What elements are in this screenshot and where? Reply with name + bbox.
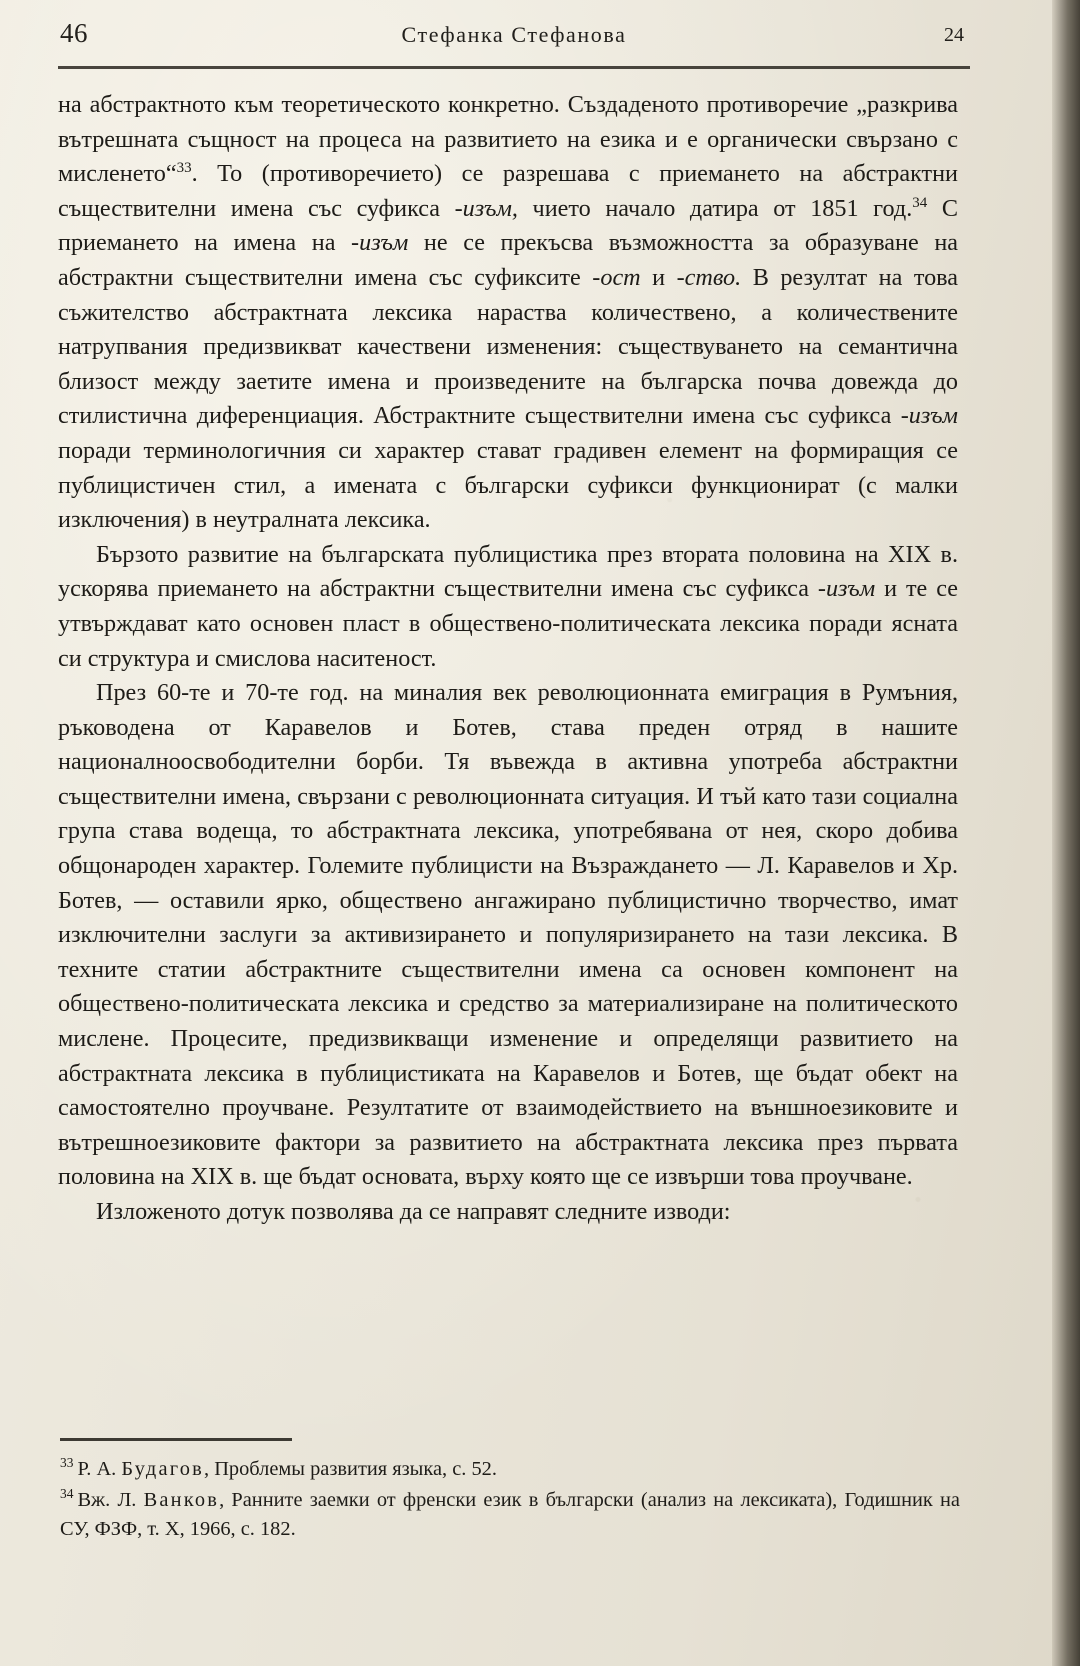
page-header <box>58 18 970 74</box>
footnote-rule <box>60 1438 292 1441</box>
paragraph <box>58 676 958 1195</box>
text-run: С приемането на имена на <box>58 194 958 257</box>
footnote <box>60 1486 960 1544</box>
text-run: , Ранните заемки от френски език в български (анализ на лексиката), Годишник на СУ, ФЗФ, т. X, 1966, с. 182. <box>60 1489 960 1540</box>
paragraph <box>58 1195 958 1230</box>
author-name: Ванков <box>143 1489 220 1511</box>
page-content <box>58 0 970 1666</box>
italic-term: -изъм <box>900 402 958 430</box>
text-run: Бързото развитие на българската публицистика през втората половина на XIX в. ускорява приемането на абстрактни съществителни имена със суфикса <box>58 540 958 603</box>
text-run: и <box>640 263 677 291</box>
text-run: и те се утвърждават като основен пласт в обществено-политическата лексика поради ясната си структура и смислова наситеност. <box>58 575 958 672</box>
folio-right: 24 <box>944 24 964 46</box>
italic-term: -ство. <box>676 263 742 291</box>
text-run: на абстрактното към теоретическото конкретно. Създаденото противоречие „разкрива вътрешната същност на процеса на развитието на езика и е органически свързано с мисленето“ <box>58 91 958 188</box>
text-run: В резултат на това съжителство абстрактната лексика нараства количествено, а количествените натрупвания предизвикват качествени изменения: съществуването на семантична близост между заетите имена и произведените на българска почва довежда до стилистична диференциация. Абстрактните съществителни имена със суфикса <box>58 263 959 430</box>
author-name: Будагов <box>121 1458 204 1480</box>
text-run: Изложеното дотук позволява да се направят следните изводи: <box>96 1198 731 1225</box>
text-run: Вж. Л. <box>77 1489 144 1511</box>
text-run: Р. А. <box>77 1458 122 1480</box>
italic-term: -изъм, <box>454 194 518 222</box>
paragraph <box>58 88 958 538</box>
paragraph <box>58 538 958 676</box>
footnote-reference: 34 <box>912 194 928 211</box>
italic-term: -ост <box>592 263 641 291</box>
text-run: През 60-те и 70-те год. на миналия век революционната емиграция в Румъния, ръководена от Каравелов и Ботев, става преден отряд в нашите националноосвободителни борби. Тя въвежда в активна употреба абстрактни съществителни имена, свързани с революционната ситуация. И тъй като тази социална група става водеща, то абстрактната лексика, употребявана от нея, скоро добива общонароден характер. Големите публицисти на Възраждането — Л. Каравелов и Хр. Ботев, — оставили ярко, обществено ангажирано публицистично творчество, имат изключителни заслуги за активизирането и популяризирането на тази лексика. В техните статии абстрактните съществителни имена са основен компонент на обществено-политическата лексика и средство за материализиране на политическото мислене. Процесите, предизвикващи изменение и определящи развитието на абстрактната лексика в публицистиката на Каравелов и Ботев, ще бъдат обект на самостоятелно проучване. Резултатите от взаимодействието на външноезиковите и вътрешноезиковите фактори за развитието на абстрактната лексика през първата половина на XIX в. ще бъдат основата, върху която ще се извърши това проучване. <box>58 679 958 1191</box>
italic-term: -изъм <box>351 229 409 257</box>
text-run: , Проблемы развития языка, с. 52. <box>204 1458 497 1480</box>
book-gutter-shadow <box>1052 0 1080 1666</box>
footnote-list <box>60 1455 960 1544</box>
text-run: чието начало датира от 1851 год. <box>517 194 913 222</box>
header-rule <box>58 66 970 69</box>
text-run: не се прекъсва възможността за образуване на абстрактни съществителни имена със суфиксите <box>58 229 958 291</box>
footnote-marker: 34 <box>60 1486 74 1502</box>
text-run: . То (противоречието) се разрешава с приемането на абстрактни съществителни имена със суфикса <box>58 160 958 222</box>
text-run: поради терминологичния си характер стават градивен елемент на формиращия се публицистичен стил, а имената с български суфикси функционират (с малки изключения) в неутралната лексика. <box>58 436 958 534</box>
footnote-marker: 33 <box>60 1455 74 1471</box>
footnotes <box>60 1438 960 1546</box>
running-title: Стефанка Стефанова <box>401 22 627 47</box>
italic-term: -изъм <box>817 575 876 603</box>
body-text <box>58 88 958 1230</box>
footnote <box>60 1455 960 1484</box>
footnote-reference: 33 <box>176 160 192 177</box>
folio-left: 46 <box>60 18 88 48</box>
